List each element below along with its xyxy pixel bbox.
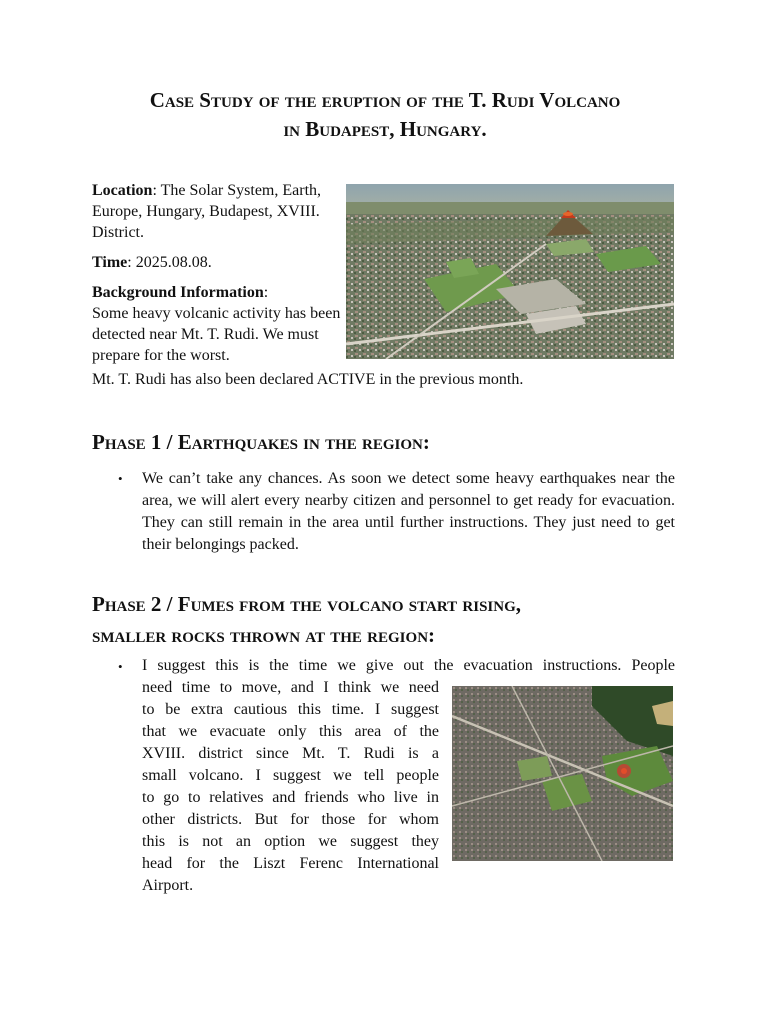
document-title bbox=[60, 86, 710, 144]
phase-2-line: this is not an option we suggest they bbox=[142, 833, 439, 850]
phase-2-heading bbox=[92, 589, 521, 651]
phase-2-line: head for the Liszt Ferenc International bbox=[142, 855, 439, 872]
background-paragraph bbox=[92, 282, 342, 366]
phase-2-line: need time to move, and I think we need bbox=[142, 679, 439, 696]
time-label: Time bbox=[92, 254, 128, 271]
phase-1-heading: Phase 1 / Earthquakes in the region: bbox=[92, 430, 430, 454]
phase-2-bullet-first-line: I suggest this is the time we give out the evacuation instructions. People bbox=[142, 657, 675, 674]
title-line-1: Case Study of the eruption of the T. Rudi Volcano bbox=[149, 88, 621, 112]
location-paragraph bbox=[92, 180, 342, 243]
phase-2-heading-line-2: smaller rocks thrown at the region: bbox=[92, 623, 436, 647]
phase-2-line: to be extra cautious this time. I suggest bbox=[142, 701, 439, 718]
phase-2-line: to go to relatives and friends who live in bbox=[142, 789, 439, 806]
phase-2-line: small volcano. I suggest we tell people bbox=[142, 767, 439, 784]
background-continued: Mt. T. Rudi has also been declared ACTIVE in the previous month. bbox=[92, 371, 524, 388]
phase-2-heading-line-1: Phase 2 / Fumes from the volcano start rising, bbox=[92, 592, 522, 616]
title-line-2: in Budapest, Hungary. bbox=[283, 117, 487, 141]
phase-1-bullet-text: We can’t take any chances. As soon we detect some heavy earthquakes near the area, we will alert every nearby citizen and personnel to get ready for evacuation. They can still remain in the area until further instructions. They just need to get their belongings packed. bbox=[142, 470, 675, 553]
background-colon: : bbox=[263, 284, 269, 301]
time-value: : 2025.08.08. bbox=[127, 254, 212, 271]
aerial-photo-volcano-overview bbox=[346, 184, 674, 359]
location-label: Location bbox=[92, 182, 153, 199]
phase-2-last-line: Airport. bbox=[142, 877, 194, 894]
bullet-marker: • bbox=[118, 659, 123, 674]
phase-2-line: other districts. But for those for whom bbox=[142, 811, 439, 828]
satellite-map-evacuation-area bbox=[452, 686, 673, 861]
phase-2-line: that we evacuate only this area of the bbox=[142, 723, 439, 740]
phase-2-line: XVIII. district since Mt. T. Rudi is a bbox=[142, 745, 439, 762]
case-info bbox=[92, 180, 342, 366]
location-value: : The Solar System, Earth, Europe, Hungary, Budapest, XVIII. District. bbox=[92, 182, 322, 241]
bullet-marker: • bbox=[118, 471, 123, 486]
background-text: Some heavy volcanic activity has been detected near Mt. T. Rudi. We must prepare for the worst. bbox=[92, 305, 341, 364]
time-paragraph bbox=[92, 252, 342, 273]
background-label: Background Information bbox=[92, 284, 264, 301]
